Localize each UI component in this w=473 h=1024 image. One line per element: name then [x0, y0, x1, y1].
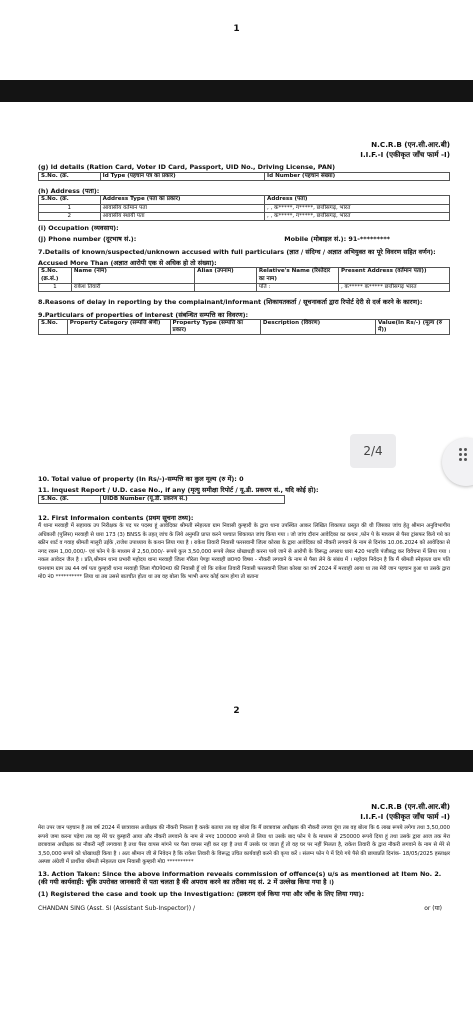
fir-contents: मैं थाना मरवाही में सहायक उप निरीक्षक के पद पर पदस्थ हूं आवेदिका श्रीमती स्नेहलता ग्राम निवासी कुम्हारी के द्वारा थाना उपस्थित आकर लिखित शिकायत प्रस्तुत की थी जिसका जांच हेतु श्रीमान अनुविभागीय अधिकारी (पुलिस) मरवाही से धारा 173 (3) BNSS के तहत् जांच के लिये अनुमति प्राप्त करने पश्चात शिकायत जांच किया गया । जो जांच दौरान आवेदिका का कथन ,फोन पे के माध्यम से पैसा ट्रांसफर किये गये का स्क्रीन शार्ट व गवाह श्रीमती मालुरी उईके ,राजेश उपाध्याय के कथन लिया गया है । राकेश तिवारी निवासी फरसवानी जिला कोरबा के द्वारा आवेदिका को नौकरी लगवाने के नाम से दिनांक 10.06.2024 को आवेदिका से नगद रकम 1,00,000/- एवं फोन पे के माध्यम से 2,50,000/- रूपये कुल 3,50,000 रूपये लेकर धोखाधड़ी करना पाये जाने से आरोपी के विरूद्ध अपराध धारा 420 भादवि पंजीबद्ध कर विवेचना में लिया गया । नकल आवेदन जैल है । प्रति,श्रीमान थाना प्रभारी महोदय थाना मरवाही जिला गौरेला पेण्ड्रा मरवाही छ0ग0 विषय - नौकरी लगवाने के नाम से पैसा लेने के संबंध में । महोदय निवेदन है कि मैं श्रीमती स्नेहलता ग्राम पति घनश्याम ग्राम उम्र 44 वर्ष पता कुम्हारी थाना मरवाही जिला गौ0पे0म0 की निवासी हूँ जो कि राकेश तिवारी निवासी फरसवानी जिला कोरबा का वर्ष 2024 में मरवाही आया था तब मेरी जान पहचान हुआ था उसके द्वारा मो0 नं0 ********** लिया था तब उससे बातचीत होता था तब वह बोला कि भाभी अगर कोई काम होगा तो बताना: [38, 523, 450, 581]
table-row: [39, 204, 450, 212]
table-row: [39, 212, 450, 220]
address-table: [38, 195, 450, 221]
table-header: S.No. (क्र.: [39, 172, 101, 180]
page-separator-band: [0, 80, 473, 102]
table-cell: , , क*****, ग*****, छत्तीसगढ़, भारत: [265, 212, 450, 220]
table-header: Property Type (सम्पत्ति का प्रकार): [170, 319, 260, 335]
table-header: Id Number (पहचान संख्या): [265, 172, 450, 180]
table-row: [39, 284, 450, 292]
document-page-2: [38, 802, 450, 913]
table-header: Present Address (वर्तमान पता)): [339, 268, 450, 284]
property-table: [38, 319, 450, 336]
table-header: Description (विवरण): [260, 319, 375, 335]
table-header: Property Category (सम्पत्ति श्रेणी): [67, 319, 170, 335]
table-cell: आवासीय स्थायी पता: [100, 212, 264, 220]
table-cell: [195, 284, 257, 292]
table-cell: 2: [39, 212, 101, 220]
page-indicator: 2/4: [350, 434, 396, 468]
document-page-1-lower: [38, 475, 450, 582]
table-cell: राकेश तिवारी: [71, 284, 194, 292]
phone-label: (j) Phone number (दूरभाष सं.):: [38, 235, 137, 244]
fir-title: 12. First Informaion contents (प्रथम सूचना तथ्य):: [38, 513, 194, 522]
table-header: Name (नाम): [71, 268, 194, 284]
table-header: S.No.: [39, 319, 68, 335]
property-title: 9.Particulars of properties of interest (संबन्धित सम्पत्ति का विवरण):: [38, 310, 249, 319]
page-number-bottom: 2: [233, 706, 240, 716]
table-header: UIDB Number (यू.डी. प्रकरण सं.): [100, 495, 285, 503]
inquest-table: [38, 495, 285, 504]
header-form: I.I.F.-I (एकीकृत जाँच फार्म -I): [360, 149, 450, 159]
page-number-top: 1: [233, 24, 240, 34]
total-value-label: 10. Total value of property (In Rs/-)-सम्पत्ति का कुल मूल्य (रु में): 0: [38, 475, 244, 483]
table-header: Value(In Rs/-) (मूल्य (रु में)): [376, 319, 450, 335]
table-header: S.No. (क्र.सं.): [39, 268, 72, 284]
inquest-title: 11. Inquest Report / U.D. case No., if any (मृत्यु समीक्षा रिपोर्ट / यू.डी. प्रकरण सं., यदि कोई हो):: [38, 486, 319, 495]
table-cell: 1: [39, 204, 101, 212]
table-cell: , , क*****, ग*****, छत्तीसगढ़, भारत: [265, 204, 450, 212]
delay-reason-label: 8.Reasons of delay in reporting by the complainant/informant (शिकायतकर्ता / सूचनाकर्ता द्वारा रिपोर्ट देरी से दर्ज करने के कारण):: [38, 298, 423, 307]
header-form: I.I.F.-I (एकीकृत जाँच फार्म -I): [360, 811, 450, 821]
accused-count-label: Accused More Than (अज्ञात आरोपी एक से अधिक हो तो संख्या):: [38, 259, 217, 268]
registered-case: (1) Registered the case and took up the Investigation: (प्रकरण दर्ज किया गया और जाँच के लिए लिया गया):: [38, 890, 365, 899]
id-details-title: (g) Id details (Ration Card, Voter ID Card, Passport, UID No., Driving License, PAN): [38, 163, 336, 172]
address-title: (h) Address (पता):: [38, 187, 100, 196]
more-dots-icon: [458, 447, 468, 462]
table-header: Alias (उपनाम): [195, 268, 257, 284]
header-ncrb: N.C.R.B (एन.सी.आर.बी): [371, 802, 450, 811]
table-cell: 1: [39, 284, 72, 292]
document-page-1: [38, 140, 450, 335]
mobile-label: Mobile (मोबाइल सं.): 91-*********: [284, 235, 390, 244]
page-separator-band: [0, 750, 473, 772]
table-cell: , क***** क***** छत्तीसगढ़ भारत: [339, 284, 450, 292]
table-header: Address (पता): [265, 196, 450, 204]
occupation-label: (i) Occupation (व्यवसाय):: [38, 224, 119, 233]
id-details-table: [38, 172, 450, 181]
officer-name: CHANDAN SING (Asst. SI (Assistant Sub-Inspector)) /: [38, 904, 196, 912]
or-label: or (या): [424, 904, 442, 912]
table-cell: पति :: [256, 284, 338, 292]
table-header: Relative's Name (रिश्तेदार का नाम): [256, 268, 338, 284]
table-header: S.No. (क्र.: [39, 196, 101, 204]
fir-contents-continued: मेरा उपर जान पहचान है तब वर्ष 2024 में छात्रावास अधीक्षक की नौकरी निकला है करके बताया तब वह बोला कि मैं छात्रावास अधीक्षक की नौकरी लगवा दूंगा तब वह बोला कि 6 लाख रूपये लगेगा तथा 3,50,000 रूपये जमा करना पड़ेगा तब वह मेरे घर कुम्हारी आया और नौकरी लगवाने के नाम से नगद 100000 रूपये ले लिया था उसके बाद फोन पे के माध्यम से 250000 रूपये दिया हूं तथा उसके द्वारा आज तक मेरा छात्रावास अधीक्षक का नौकरी नहीं लगवाया है तथा पैसा वापस मांगने पर पैसा वापस नहीं कर रहा है तथा मैं उसके घर जाता हूँ तो वह घर पर नहीं मिलता है, राकेश तिवारी के द्वारा नौकरी लगवाने के नाम से मेरे से 3,50,000 रूपये को धोखाधड़ी किया है । अतः श्रीमान जी से निवेदन है कि राकेश तिवारी के विरूद्ध उचित कार्यवाही करने की कृपा करें । संलग्न फोन पे में दिये गये पैसे की छायाप्रति दिनांक- 18/05/2025 हस्ताक्षर अस्पष्ट अंग्रेजी में प्रार्थीया श्रीमती स्नेहलता ग्राम निवासी कुम्हारी मो0 **********: [38, 825, 450, 866]
accused-table: [38, 267, 450, 292]
table-header: Id Type (पहचान पत्र का प्रकार): [100, 172, 264, 180]
table-cell: आवासीय वर्तमान पता: [100, 204, 264, 212]
accused-title: 7.Details of known/suspected/unknown accused with full particulars (ज्ञात / संदिग्ध / अज्ञात अभियुक्त का पूरे विवरण सहित वर्णन):: [38, 247, 436, 256]
action-taken: 13. Action Taken: Since the above information reveals commission of offence(s) u/s as mentioned at Item No. 2. (की गयी कार्यवाही: चूंकि उपरोक्त जानकारी से पता चलता है की अपराध करने का तरीका मद सं. 2 में उल्लेख किया गया है ।): [38, 869, 442, 887]
table-header: S.No. (क्र.: [39, 495, 101, 503]
table-header: Address Type (पता का प्रकार): [100, 196, 264, 204]
header-ncrb: N.C.R.B (एन.सी.आर.बी): [371, 140, 450, 149]
